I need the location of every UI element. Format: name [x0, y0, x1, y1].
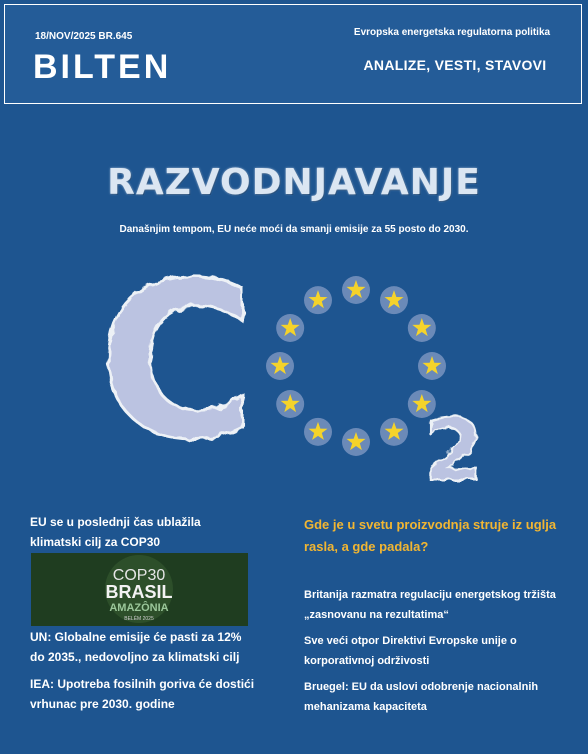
cop30-line-3: AMAZÔNIA: [109, 602, 169, 614]
cover-subhead: Današnjim tempom, EU neće moći da smanji emisije za 55 posto do 2030.: [119, 224, 469, 235]
left-news-1[interactable]: EU se u poslednji čas ublažila klimatski cilj za COP30: [30, 515, 201, 549]
sections-tagline: ANALIZE, VESTI, STAVOVI: [363, 57, 547, 73]
left-news-2[interactable]: UN: Globalne emisije će pasti za 12% do 2035., nedovoljno za klimatski cilj: [30, 630, 242, 664]
eu-stars-ring: [266, 276, 446, 456]
policy-tagline: Evropska energetska regulatorna politika: [353, 27, 551, 38]
left-news-3[interactable]: IEA: Upotreba fosilnih goriva će dostići vrhunac pre 2030. godine: [30, 677, 255, 711]
co2-subscript: 2: [424, 401, 484, 500]
cop30-line-4: BELÉM 2025: [124, 616, 154, 622]
right-news-1[interactable]: Britanija razmatra regulaciju energetskog tržišta „zasnovanu na rezultatima“: [304, 589, 556, 621]
issue-number: 18/NOV/2025 BR.645: [35, 31, 133, 42]
co2-letter-o: O: [96, 250, 97, 251]
cop30-line-2: BRASIL: [105, 582, 173, 602]
feature-headline[interactable]: Gde je u svetu proizvodnja struje iz uglja rasla, a gde padala?: [304, 517, 557, 554]
co2-illustration: [96, 250, 496, 500]
right-news-2[interactable]: Sve veći otpor Direktivi Evropske unije o korporativnoj održivosti: [304, 635, 517, 667]
brand-title: BILTEN: [33, 48, 172, 86]
co2-letter-c: C: [98, 250, 256, 487]
cop30-line-1: COP30: [112, 567, 166, 584]
right-news-3[interactable]: Bruegel: EU da uslovi odobrenje nacionalnih mehanizama kapaciteta: [304, 681, 539, 713]
cover-headline: RAZVODNJAVANJE: [107, 162, 481, 203]
header-box: [4, 4, 582, 104]
cop30-logo: [31, 553, 248, 626]
